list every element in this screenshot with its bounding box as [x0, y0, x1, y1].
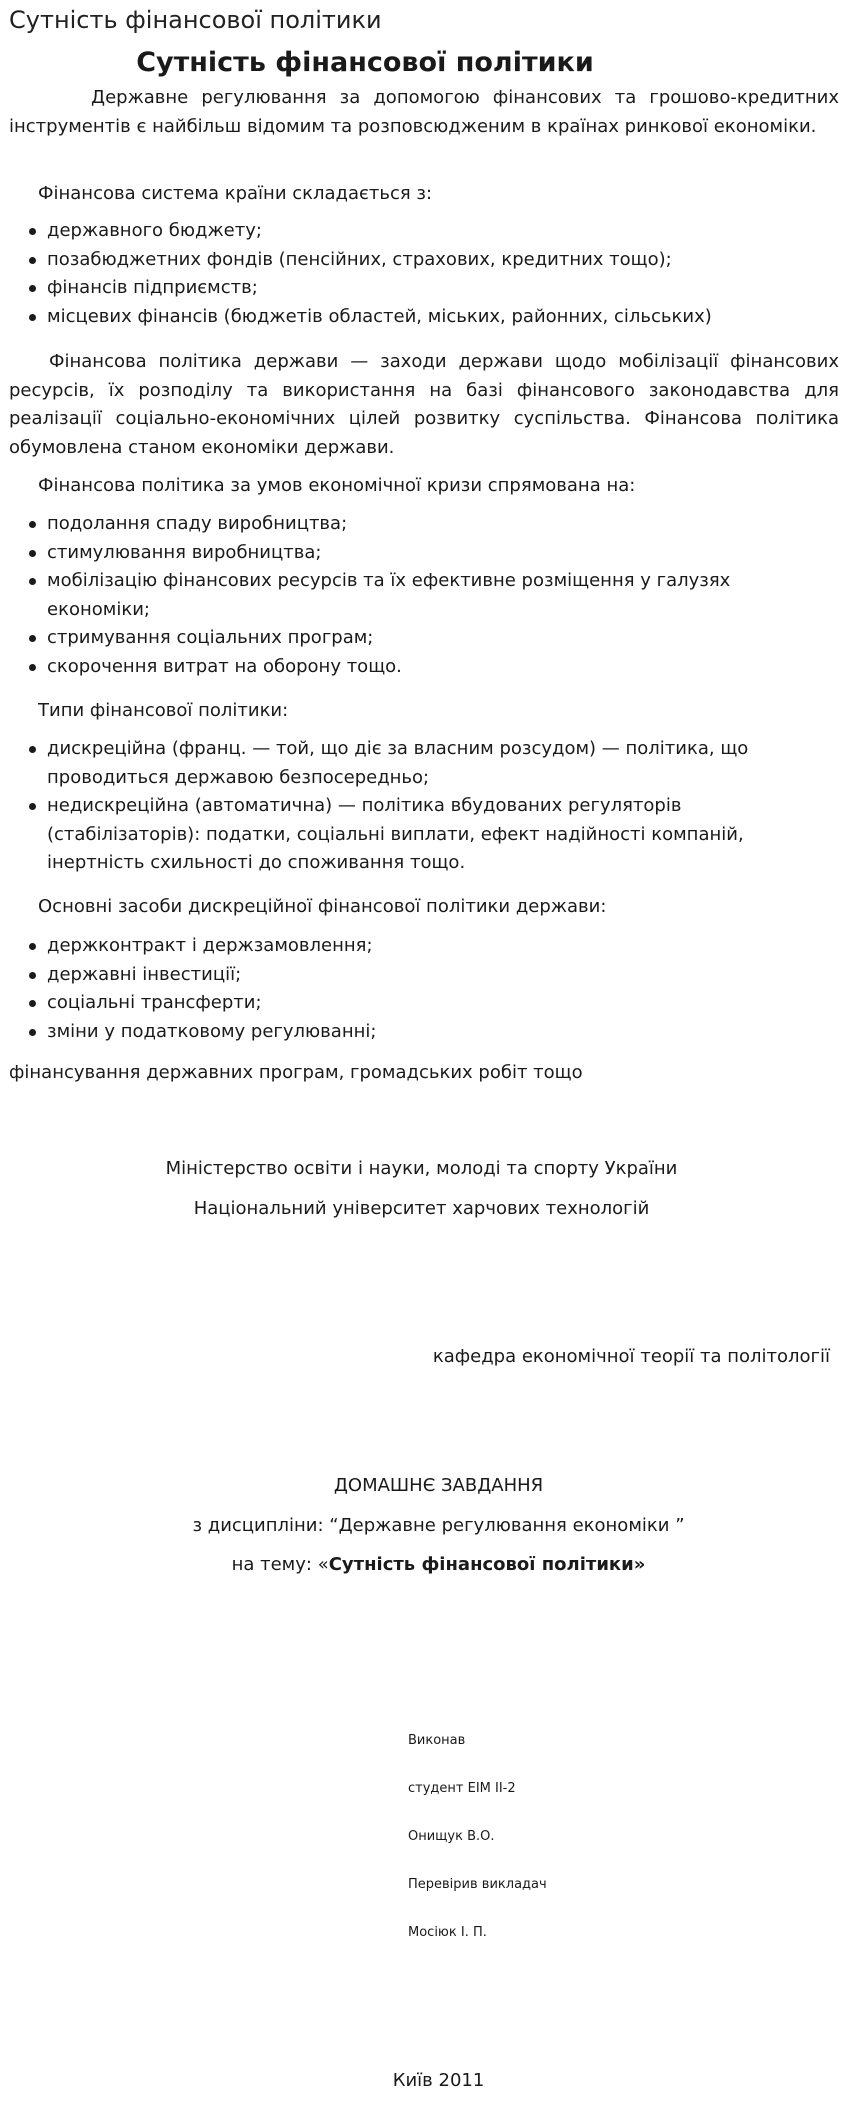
- topic-prefix: на тему: «: [231, 1554, 329, 1575]
- list-item: держконтракт і держзамовлення;: [9, 932, 809, 961]
- topic-line: [15, 1554, 847, 1575]
- list-item: зміни у податковому регулюванні;: [9, 1018, 809, 1047]
- intro-paragraph: Державне регулювання за допомогою фінансових та грошово-кредитних інструментів є найбільш відомим та розповсюдженим в країнах ринкової економіки.: [9, 87, 839, 137]
- list-item: місцевих фінансів (бюджетів областей, міських, районних, сільських): [9, 303, 809, 332]
- list-item: соціальні трансферти;: [9, 989, 809, 1018]
- ministry-name: Міністерство освіти і науки, молоді та спорту України: [165, 1158, 678, 1179]
- crisis-policy-lead: Фінансова політика за умов економічної кризи спрямована на:: [38, 475, 636, 496]
- university-name: Національний університет харчових технологій: [193, 1198, 650, 1219]
- list-item: стримування соціальних програм;: [9, 624, 779, 653]
- list-item: мобілізацію фінансових ресурсів та їх ефективне розміщення у галузях економіки;: [9, 567, 779, 624]
- policy-types-lead: Типи фінансової політики:: [38, 700, 289, 721]
- page-title: Сутність фінансової політики: [9, 6, 382, 34]
- topic-title: Сутність фінансової політики: [328, 1554, 634, 1575]
- checked-by-label: Перевірив викладач: [408, 1877, 547, 1892]
- document-heading: Сутність фінансової політики: [136, 47, 594, 78]
- list-item: позабюджетних фондів (пенсійних, страхових, кредитних тощо);: [9, 246, 809, 275]
- financial-system-lead: Фінансова система країни складається з:: [38, 183, 433, 204]
- policy-types-list: [9, 735, 779, 878]
- signature-block: [408, 1731, 547, 1971]
- department-name: кафедра економічної теорії та політології: [432, 1346, 830, 1367]
- discretionary-tools-list: [9, 932, 809, 1046]
- teacher-name: Мосіюк І. П.: [408, 1925, 487, 1940]
- list-item: скорочення витрат на оборону тощо.: [9, 653, 779, 682]
- crisis-policy-list: [9, 510, 779, 681]
- list-item: недискреційна (автоматична) — політика вбудованих регуляторів (стабілізаторів): податки, соціальні виплати, ефект надійності компаній, інертність схильності до споживання тощо.: [9, 792, 779, 878]
- list-item: фінансів підприємств;: [9, 274, 809, 303]
- list-item: державного бюджету;: [9, 217, 809, 246]
- done-by-label: Виконав: [408, 1733, 466, 1748]
- closing-line: фінансування державних програм, громадських робіт тощо: [9, 1062, 583, 1083]
- student-name: Онищук В.О.: [408, 1829, 495, 1844]
- topic-suffix: »: [633, 1554, 646, 1575]
- list-item: державні інвестиції;: [9, 961, 809, 990]
- list-item: дискреційна (франц. — той, що діє за власним розсудом) — політика, що проводиться державою безпосередньо;: [9, 735, 779, 792]
- city-year: Київ 2011: [392, 2070, 485, 2091]
- financial-system-list: [9, 217, 809, 331]
- list-item: стимулювання виробництва;: [9, 539, 779, 568]
- list-item: подолання спаду виробництва;: [9, 510, 779, 539]
- discretionary-tools-lead: Основні засоби дискреційної фінансової політики держави:: [38, 896, 607, 917]
- essence-paragraph: Фінансова політика держави — заходи держави щодо мобілізації фінансових ресурсів, їх розподілу та використання на базі фінансового законодавства для реалізації соціально-економічних цілей розвитку суспільства. Фінансова політика обумовлена станом економіки держави.: [9, 351, 839, 458]
- discipline-line: з дисципліни: “Державне регулювання економіки ”: [192, 1515, 685, 1536]
- student-group: студент ЕІМ ІІ-2: [408, 1781, 516, 1796]
- assignment-title: ДОМАШНЄ ЗАВДАННЯ: [333, 1475, 544, 1496]
